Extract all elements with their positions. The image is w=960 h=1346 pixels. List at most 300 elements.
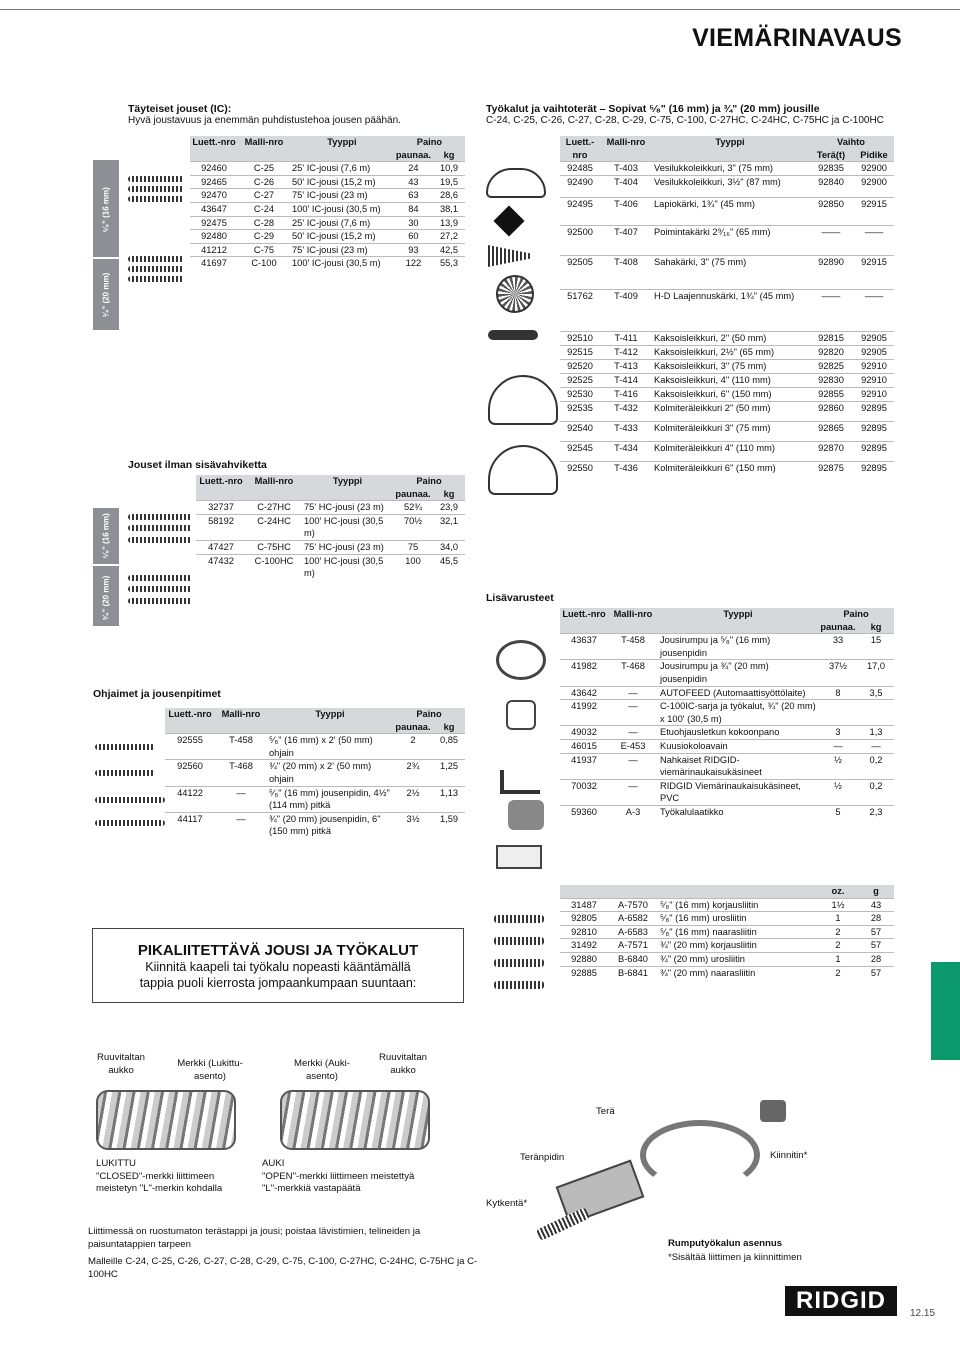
- table-row: [560, 388, 894, 402]
- cell-g: 28: [858, 912, 894, 926]
- table-row: [560, 402, 894, 422]
- hc-size-sidebar: [93, 508, 119, 626]
- acc-heading-block: [486, 592, 554, 604]
- cell-malli: C-24: [238, 202, 290, 216]
- table-row: [165, 760, 465, 786]
- table-row: [165, 786, 465, 812]
- connector-image: [494, 959, 544, 967]
- cell-tyyppi: 100' IC-jousi (30,5 m): [290, 257, 394, 270]
- cell-tyyppi: Kuusiokoloavain: [658, 739, 818, 753]
- cell-pidike: 92915: [854, 198, 894, 226]
- table-row: [560, 726, 894, 740]
- col-paino: Paino: [843, 609, 869, 619]
- cell-tera: 92860: [808, 402, 854, 422]
- col-paunaa: paunaa.: [820, 621, 856, 632]
- cell-malli: A-7571: [608, 939, 658, 953]
- drum-image: [496, 640, 546, 680]
- cell-kg: —: [858, 739, 894, 753]
- bolt-image: [536, 1207, 590, 1241]
- table-row: [190, 162, 465, 176]
- cell-luett: 47432: [196, 554, 246, 580]
- tool-image: [493, 205, 524, 236]
- cell-pidike: 92895: [854, 402, 894, 422]
- spring-image: [128, 598, 192, 604]
- label-merkki-2: Merkki (Auki-asento): [294, 1058, 350, 1082]
- cell-tyyppi: 75' IC-jousi (23 m): [290, 189, 394, 203]
- table-row: [165, 734, 465, 760]
- table-row: [560, 898, 894, 912]
- cell-kg: 17,0: [858, 660, 894, 686]
- cell-paunaa: 24: [394, 162, 433, 176]
- cell-malli: C-24HC: [246, 514, 302, 540]
- table-row: [190, 189, 465, 203]
- cell-paunaa: 63: [394, 189, 433, 203]
- col-luett: Luett.-nro: [562, 609, 606, 619]
- quick-line2: tappia puoli kierrosta jompaankumpaan suuntaan:: [139, 976, 417, 990]
- cell-luett: 92515: [560, 346, 600, 360]
- cell-malli: —: [608, 726, 658, 740]
- cell-tera: 92835: [808, 162, 854, 176]
- cell-malli: T-404: [600, 176, 652, 198]
- cell-kg: 27,2: [433, 230, 465, 244]
- cell-tyyppi: ¾" (20 mm) naarasliitin: [658, 966, 818, 979]
- cell-oz: 2: [818, 925, 858, 939]
- table-row: [560, 442, 894, 462]
- cell-tyyppi: 50' IC-jousi (15,2 m): [290, 175, 394, 189]
- col-tyyppi: Tyyppi: [723, 609, 753, 619]
- cell-luett: 92465: [190, 175, 238, 189]
- cell-luett: 41212: [190, 243, 238, 257]
- cell-oz: 1: [818, 952, 858, 966]
- table-row: [560, 952, 894, 966]
- cell-luett: 41937: [560, 753, 608, 779]
- cell-tyyppi: Kaksoisleikkuri, 2" (50 mm): [652, 332, 808, 346]
- cell-tyyppi: ⁵⁄₈" (16 mm) korjausliitin: [658, 898, 818, 912]
- table-row: [560, 739, 894, 753]
- table-row: [196, 514, 465, 540]
- cell-malli: T-406: [600, 198, 652, 226]
- cell-luett: 92560: [165, 760, 215, 786]
- ic-heading-block: [128, 103, 401, 126]
- cell-g: 57: [858, 966, 894, 979]
- cell-malli: T-468: [608, 660, 658, 686]
- cell-luett: 41697: [190, 257, 238, 270]
- col-paunaa: paunaa.: [395, 721, 431, 732]
- cell-tera: 92875: [808, 462, 854, 482]
- cell-malli: A-6583: [608, 925, 658, 939]
- cell-tera: ——: [808, 226, 854, 256]
- cell-luett: 70032: [560, 779, 608, 805]
- cell-kg: 10,9: [433, 162, 465, 176]
- cell-pidike: 92905: [854, 332, 894, 346]
- table-row: [560, 162, 894, 176]
- cell-malli: C-26: [238, 175, 290, 189]
- guide-image: [95, 744, 155, 750]
- cell-paunaa: 37½: [818, 660, 858, 686]
- top-rule: [0, 0, 960, 10]
- cell-tera: 92870: [808, 442, 854, 462]
- cell-luett: 92805: [560, 912, 608, 926]
- cell-paunaa: [818, 700, 858, 726]
- col-paino: Paino: [416, 709, 442, 719]
- cell-paunaa: 70½: [393, 514, 433, 540]
- cell-tyyppi: Kolmiteräleikkuri 2" (50 mm): [652, 402, 808, 422]
- cell-kg: 28,6: [433, 189, 465, 203]
- cell-malli: A-7570: [608, 898, 658, 912]
- label-kiinnitin: Kiinnitin*: [770, 1150, 808, 1161]
- cell-tyyppi: Kaksoisleikkuri, 2½" (65 mm): [652, 346, 808, 360]
- spring-locked-image: [96, 1090, 236, 1150]
- cell-paunaa: 30: [394, 216, 433, 230]
- col-luett: Luett.-nro: [199, 476, 243, 486]
- cell-luett: 49032: [560, 726, 608, 740]
- col-kg: kg: [443, 488, 455, 499]
- cell-tyyppi: ⁵⁄₈" (16 mm) urosliitin: [658, 912, 818, 926]
- tool-image: [488, 245, 532, 267]
- cell-kg: 19,5: [433, 175, 465, 189]
- table-row: [560, 966, 894, 979]
- cell-malli: C-27HC: [246, 501, 302, 515]
- col-luett: Luett.-nro: [565, 137, 595, 160]
- page-number: 12.15: [910, 1308, 936, 1319]
- cell-luett: 32737: [196, 501, 246, 515]
- table-row: [560, 462, 894, 482]
- cell-malli: T-403: [600, 162, 652, 176]
- col-vaihto: Vaihto: [837, 137, 865, 147]
- cell-paunaa: 84: [394, 202, 433, 216]
- cell-tyyppi: ¾" (20 mm) x 2' (50 mm) ohjain: [267, 760, 393, 786]
- tools-heading-block: [486, 103, 926, 126]
- ic-table: [190, 136, 465, 270]
- cell-malli: —: [608, 686, 658, 700]
- cell-paunaa: 8: [818, 686, 858, 700]
- lukittu-desc: "CLOSED"-merkki liittimeen meistetyn "L"-merkin kohdalla: [96, 1170, 223, 1194]
- cell-tera: 92890: [808, 256, 854, 290]
- cell-luett: 41982: [560, 660, 608, 686]
- cell-malli: —: [215, 812, 267, 838]
- cell-malli: T-468: [215, 760, 267, 786]
- table-row: [560, 346, 894, 360]
- cell-luett: 92500: [560, 226, 600, 256]
- table-row: [190, 175, 465, 189]
- cell-g: 43: [858, 898, 894, 912]
- cell-pidike: 92900: [854, 162, 894, 176]
- tool-image: [488, 330, 538, 340]
- cell-kg: 1,59: [433, 812, 465, 838]
- cell-paunaa: 33: [818, 634, 858, 660]
- guides-heading: Ohjaimet ja jousenpitimet: [93, 688, 221, 700]
- cell-luett: 46015: [560, 739, 608, 753]
- cell-luett: 92460: [190, 162, 238, 176]
- table-row: [560, 226, 894, 256]
- tool-image: [486, 168, 546, 198]
- cell-tyyppi: 100' HC-jousi (30,5 m): [302, 514, 393, 540]
- cell-tyyppi: 100' HC-jousi (30,5 m): [302, 554, 393, 580]
- table-row: [196, 540, 465, 554]
- cell-paunaa: 3: [818, 726, 858, 740]
- col-terat: Terä(t): [816, 149, 846, 160]
- label-aukko-1: Ruuvitaltan aukko: [97, 1052, 145, 1076]
- table-row: [190, 230, 465, 244]
- cell-tera: 92865: [808, 422, 854, 442]
- cell-luett: 92490: [560, 176, 600, 198]
- cell-pidike: 92910: [854, 374, 894, 388]
- cell-tyyppi: Kolmiteräleikkuri 6" (150 mm): [652, 462, 808, 482]
- cell-tyyppi: Sahakärki, 3" (75 mm): [652, 256, 808, 290]
- cell-tyyppi: 25' IC-jousi (7,6 m): [290, 162, 394, 176]
- cell-paunaa: 43: [394, 175, 433, 189]
- cell-luett: 92535: [560, 402, 600, 422]
- spring-image: [128, 186, 184, 192]
- cell-malli: T-408: [600, 256, 652, 290]
- col-malli: Malli-nro: [221, 709, 261, 719]
- cell-tyyppi: C-100IC-sarja ja työkalut, ¾" (20 mm) x 100' (30,5 m): [658, 700, 818, 726]
- col-malli: Malli-nro: [254, 476, 294, 486]
- cell-paunaa: 93: [394, 243, 433, 257]
- col-kg: kg: [443, 721, 455, 732]
- cell-malli: T-407: [600, 226, 652, 256]
- cell-oz: 2: [818, 939, 858, 953]
- cell-tyyppi: Poimintakärki 2⁹⁄₁₆" (65 mm): [652, 226, 808, 256]
- lukittu-block: [96, 1158, 236, 1196]
- cell-luett: 92480: [190, 230, 238, 244]
- cell-malli: T-436: [600, 462, 652, 482]
- table-row: [560, 805, 894, 818]
- cell-pidike: 92915: [854, 256, 894, 290]
- cell-malli: C-75HC: [246, 540, 302, 554]
- col-tyyppi: Tyyppi: [327, 137, 357, 147]
- cell-paunaa: 75: [393, 540, 433, 554]
- acc-table-grid: [560, 608, 894, 819]
- tool-image: [488, 375, 558, 425]
- hc-table: [196, 475, 465, 580]
- cell-kg: 34,0: [433, 540, 465, 554]
- cell-tera: 92820: [808, 346, 854, 360]
- cell-tyyppi: Kaksoisleikkuri, 6" (150 mm): [652, 388, 808, 402]
- guides-table: [165, 708, 465, 838]
- table-row: [560, 779, 894, 805]
- cell-luett: 92525: [560, 374, 600, 388]
- tool-image: [488, 445, 558, 495]
- cell-pidike: 92910: [854, 388, 894, 402]
- cell-malli: E-453: [608, 739, 658, 753]
- cell-kg: 32,1: [433, 514, 465, 540]
- cell-tera: ——: [808, 290, 854, 332]
- lukittu-label: LUKITTU: [96, 1158, 136, 1169]
- cell-tyyppi: AUTOFEED (Automaattisyöttölaite): [658, 686, 818, 700]
- cell-tyyppi: 75' HC-jousi (23 m): [302, 501, 393, 515]
- table-row: [560, 198, 894, 226]
- cell-paunaa: 52¾: [393, 501, 433, 515]
- cell-luett: 92485: [560, 162, 600, 176]
- col-paunaa: paunaa.: [395, 488, 431, 499]
- col-tyyppi: Tyyppi: [315, 709, 345, 719]
- cell-kg: [858, 700, 894, 726]
- cell-luett: 43637: [560, 634, 608, 660]
- cell-paunaa: 100: [393, 554, 433, 580]
- hc-size-5-8: ⁵⁄₈" (16 mm): [101, 513, 111, 559]
- cell-tera: 92840: [808, 176, 854, 198]
- cell-pidike: 92895: [854, 442, 894, 462]
- spring-image: [128, 514, 192, 520]
- table-row: [190, 216, 465, 230]
- cell-luett: 51762: [560, 290, 600, 332]
- cell-malli: —: [608, 779, 658, 805]
- conn-table: [560, 885, 894, 979]
- cell-luett: 92880: [560, 952, 608, 966]
- cell-kg: 55,3: [433, 257, 465, 270]
- table-row: [560, 360, 894, 374]
- col-tyyppi: Tyyppi: [332, 476, 363, 486]
- cell-luett: 44122: [165, 786, 215, 812]
- col-malli: Malli-nro: [613, 609, 653, 619]
- label-terapidin: Teränpidin: [520, 1152, 565, 1163]
- col-paino: Paino: [416, 476, 442, 486]
- cell-malli: T-433: [600, 422, 652, 442]
- cell-malli: C-25: [238, 162, 290, 176]
- cell-pidike: 92900: [854, 176, 894, 198]
- spring-image: [128, 525, 192, 531]
- cell-luett: 59360: [560, 805, 608, 818]
- cell-pidike: 92895: [854, 422, 894, 442]
- col-kg: kg: [870, 621, 882, 632]
- cell-pidike: ——: [854, 226, 894, 256]
- cell-tyyppi: Työkalulaatikko: [658, 805, 818, 818]
- cell-kg: 13,9: [433, 216, 465, 230]
- auki-block: [262, 1158, 432, 1196]
- cell-tyyppi: Kolmiteräleikkuri 4" (110 mm): [652, 442, 808, 462]
- cell-tera: 92815: [808, 332, 854, 346]
- cell-luett: 58192: [196, 514, 246, 540]
- ic-subheading: Hyvä joustavuus ja enemmän puhdistustehoa jousen päähän.: [128, 115, 401, 126]
- cell-luett: 92810: [560, 925, 608, 939]
- cell-tyyppi: ⁵⁄₈" (16 mm) naarasliitin: [658, 925, 818, 939]
- connector-image: [494, 915, 544, 923]
- cell-malli: T-412: [600, 346, 652, 360]
- table-row: [560, 753, 894, 779]
- quick-title: PIKALIITETTÄVÄ JOUSI JA TYÖKALUT: [137, 942, 419, 959]
- spring-image: [128, 256, 184, 262]
- hc-heading: Jouset ilman sisävahviketta: [128, 459, 267, 471]
- label-aukko-2: Ruuvitaltan aukko: [379, 1052, 427, 1076]
- cell-tera: 92825: [808, 360, 854, 374]
- cell-malli: T-432: [600, 402, 652, 422]
- cell-pidike: 92895: [854, 462, 894, 482]
- auki-label: AUKI: [262, 1158, 285, 1169]
- tool-image: [496, 275, 534, 313]
- cell-malli: T-413: [600, 360, 652, 374]
- cell-tyyppi: 75' IC-jousi (23 m): [290, 243, 394, 257]
- cell-luett: 92540: [560, 422, 600, 442]
- holder-image: [95, 820, 165, 826]
- cell-paunaa: 60: [394, 230, 433, 244]
- cell-luett: 92495: [560, 198, 600, 226]
- guides-heading-block: [93, 688, 221, 700]
- cell-tyyppi: Kaksoisleikkuri, 3" (75 mm): [652, 360, 808, 374]
- cell-tera: 92855: [808, 388, 854, 402]
- cell-malli: —: [608, 753, 658, 779]
- cell-kg: 3,5: [858, 686, 894, 700]
- cell-luett: 92545: [560, 442, 600, 462]
- cell-kg: 0,2: [858, 779, 894, 805]
- cell-tyyppi: 50' IC-jousi (15,2 m): [290, 230, 394, 244]
- cell-g: 57: [858, 925, 894, 939]
- table-row: [560, 925, 894, 939]
- ic-size-3-4: ³⁄₄" (20 mm): [101, 272, 111, 318]
- cell-tera: 92850: [808, 198, 854, 226]
- table-row: [560, 700, 894, 726]
- quick-note-1: Liittimessä on ruostumaton terästappi ja jousi; poistaa lävistimien, telineiden ja paisuntatappien tarpeen: [88, 1226, 421, 1250]
- ic-size-5-8: ⁵⁄₈" (16 mm): [101, 187, 111, 233]
- cell-luett: 43647: [190, 202, 238, 216]
- table-row: [560, 660, 894, 686]
- cell-luett: 44117: [165, 812, 215, 838]
- tools-subheading: C-24, C-25, C-26, C-27, C-28, C-29, C-75, C-100, C-27HC, C-24HC, C-75HC ja C-100HC: [486, 115, 884, 126]
- cell-paunaa: —: [818, 739, 858, 753]
- cell-malli: T-458: [608, 634, 658, 660]
- acc-heading: Lisävarusteet: [486, 592, 554, 604]
- cell-oz: 2: [818, 966, 858, 979]
- spring-image: [128, 276, 184, 282]
- connector-image: [494, 981, 544, 989]
- auki-desc: "OPEN"-merkki liittimeen meistettyä "L"-merkkiä vastapäätä: [262, 1170, 415, 1194]
- col-g: g: [873, 886, 879, 896]
- hex-key-image: [500, 770, 540, 794]
- hc-heading-block: [128, 459, 267, 471]
- cell-tyyppi: Kolmiteräleikkuri 3" (75 mm): [652, 422, 808, 442]
- label-tera: Terä: [596, 1106, 615, 1117]
- cell-oz: 1½: [818, 898, 858, 912]
- table-row: [560, 939, 894, 953]
- table-row: [560, 256, 894, 290]
- drum-note: *Sisältää liittimen ja kiinnittimen: [668, 1252, 802, 1263]
- connector-image: [494, 937, 544, 945]
- cell-malli: T-409: [600, 290, 652, 332]
- cell-tyyppi: Kaksoisleikkuri, 4" (110 mm): [652, 374, 808, 388]
- tools-table: [560, 136, 894, 482]
- label-merkki-1: Merkki (Lukittu-asento): [177, 1058, 243, 1082]
- spring-open-image: [280, 1090, 430, 1150]
- table-row: [560, 176, 894, 198]
- col-oz: oz.: [831, 886, 845, 896]
- guide-image: [95, 770, 155, 776]
- cell-malli: C-100HC: [246, 554, 302, 580]
- cell-tyyppi: Nahkaiset RIDGID-viemärinaukaisukäsineet: [658, 753, 818, 779]
- cell-malli: C-28: [238, 216, 290, 230]
- cell-kg: 1,13: [433, 786, 465, 812]
- cell-luett: 92505: [560, 256, 600, 290]
- toolbox-image: [496, 845, 542, 869]
- cell-kg: 0,85: [433, 734, 465, 760]
- cell-malli: T-458: [215, 734, 267, 760]
- cell-tyyppi: Vesilukkoleikkuri, 3½" (87 mm): [652, 176, 808, 198]
- table-row: [560, 686, 894, 700]
- cell-kg: 45,5: [433, 554, 465, 580]
- ic-table-grid: [190, 136, 465, 270]
- cell-kg: 1,25: [433, 760, 465, 786]
- ic-heading: Täyteiset jouset (IC):: [128, 103, 232, 115]
- cell-luett: 47427: [196, 540, 246, 554]
- col-kg: kg: [443, 149, 455, 160]
- table-row: [560, 422, 894, 442]
- autofeed-image: [506, 700, 536, 730]
- cell-kg: 23,9: [433, 501, 465, 515]
- drum-title: Rumputyökalun asennus: [668, 1238, 783, 1249]
- acc-table: [560, 608, 894, 819]
- page-title: VIEMÄRINAVAUS: [692, 24, 902, 52]
- hc-size-3-4: ³⁄₄" (20 mm): [101, 575, 111, 621]
- cell-malli: T-434: [600, 442, 652, 462]
